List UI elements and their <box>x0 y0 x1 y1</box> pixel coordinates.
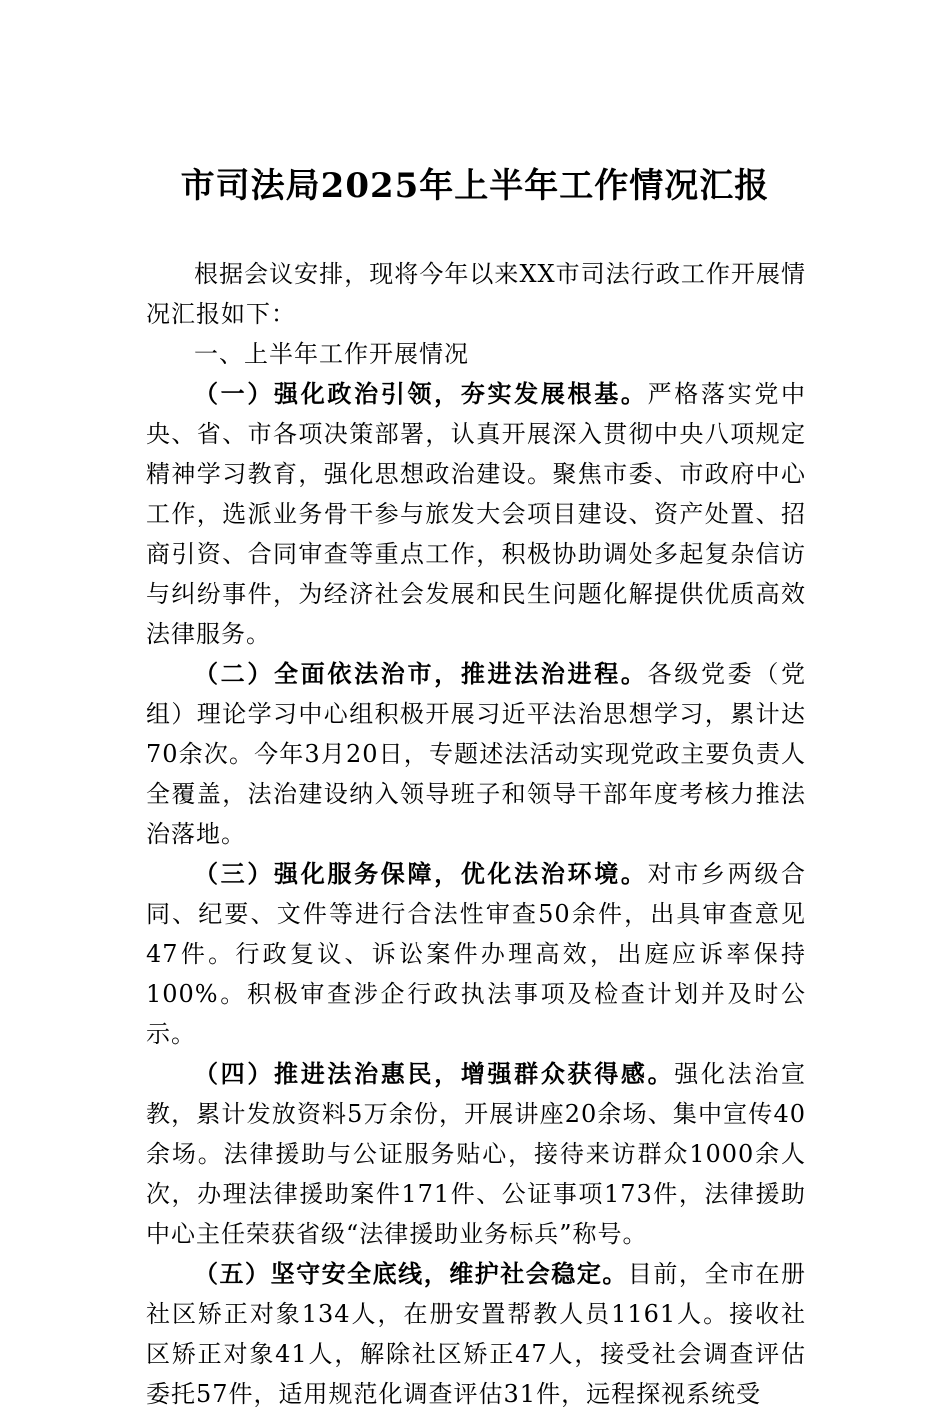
paragraph-text: 目前，全市在册社区矫正对象134人，在册安置帮教人员1161人。接收社区矫正对象41人，解除社区矫正47人，接受社会调查评估委托57件，适用规范化调查评估31件，远程探视系统受 <box>146 1260 807 1408</box>
section-heading: 一、上半年工作开展情况 <box>194 340 469 368</box>
paragraph-lead: （一）强化政治引领，夯实发展根基。 <box>194 379 648 408</box>
intro-paragraph: 根据会议安排，现将今年以来XX市司法行政工作开展情况汇报如下： <box>146 260 806 328</box>
paragraph-2 <box>146 654 806 854</box>
paragraph-3 <box>146 854 806 1054</box>
paragraph-1 <box>146 374 806 654</box>
paragraph-text: 严格落实党中央、省、市各项决策部署，认真开展深入贯彻中央八项规定精神学习教育，强化思想政治建设。聚焦市委、市政府中心工作，选派业务骨干参与旅发大会项目建设、资产处置、招商引资、合同审查等重点工作，积极协助调处多起复杂信访与纠纷事件，为经济社会发展和民生问题化解提供优质高效法律服务。 <box>146 380 807 648</box>
paragraph-lead: （五）坚守安全底线，维护社会稳定。 <box>194 1259 628 1288</box>
paragraph-lead: （三）强化服务保障，优化法治环境。 <box>194 859 648 888</box>
document-title: 市司法局2025年上半年工作情况汇报 <box>180 166 770 206</box>
paragraph-text: 对市乡两级合同、纪要、文件等进行合法性审查50余件，出具审查意见47件。行政复议、诉讼案件办理高效，出庭应诉率保持100%。积极审查涉企行政执法事项及检查计划并及时公示。 <box>146 860 807 1048</box>
paragraph-text: 强化法治宣教，累计发放资料5万余份，开展讲座20余场、集中宣传40余场。法律援助与公证服务贴心，接待来访群众1000余人次，办理法律援助案件171件、公证事项173件，法律援助中心主任荣获省级“法律援助业务标兵”称号。 <box>146 1060 807 1248</box>
paragraph-5 <box>146 1254 806 1414</box>
paragraph-lead: （四）推进法治惠民，增强群众获得感。 <box>194 1059 675 1088</box>
paragraph-text: 各级党委（党组）理论学习中心组积极开展习近平法治思想学习，累计达70余次。今年3月20日，专题述法活动实现党政主要负责人全覆盖，法治建设纳入领导班子和领导干部年度考核力推法治落地。 <box>146 660 807 848</box>
paragraph-4 <box>146 1054 806 1254</box>
paragraph-lead: （二）全面依法治市，推进法治进程。 <box>194 659 648 688</box>
document-body <box>146 254 806 1414</box>
